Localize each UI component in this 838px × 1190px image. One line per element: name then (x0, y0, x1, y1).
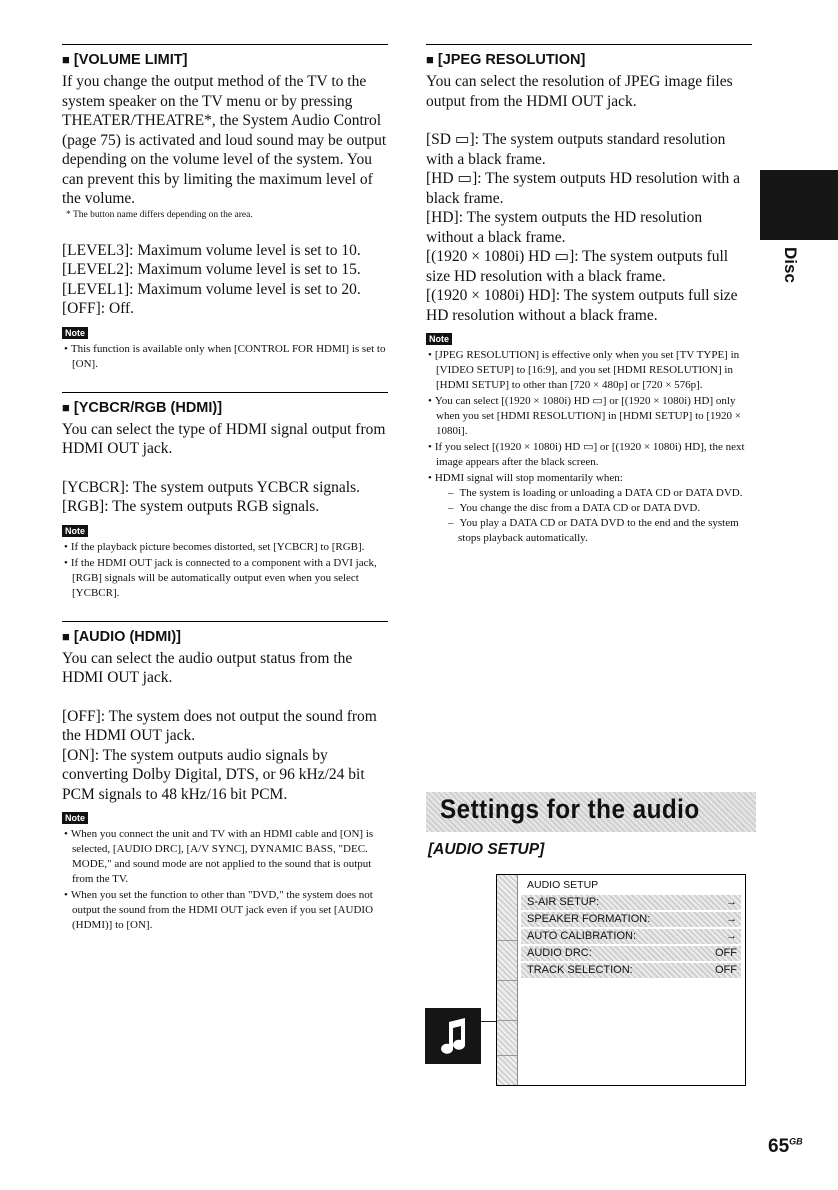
note-item: • If the HDMI OUT jack is connected to a component with a DVI jack, [RGB] signals will be automatically output even when you select [YCBCR]. (62, 556, 388, 601)
right-column (426, 44, 752, 547)
subnote-item: – You change the disc from a DATA CD or DATA DVD. (436, 501, 752, 516)
volume-option: [LEVEL3]: Maximum volume level is set to 10. (62, 241, 361, 259)
note-badge: Note (62, 812, 88, 824)
music-note-icon (425, 1008, 481, 1064)
heading-volume-limit: ■ [VOLUME LIMIT] (62, 52, 188, 68)
volume-footnote: * The button name differs depending on the area. (66, 209, 253, 220)
volume-description: If you change the output method of the TV to the system speaker on the TV menu or by pressing THEATER/THEATRE*, the System Audio Control (page 75) is activated and loud sound may be output depending on the volume level of the system. You can prevent this by limiting the maximum level of the volume. (62, 73, 387, 207)
section-rule (62, 44, 388, 45)
ycbcr-option: [RGB]: The system outputs RGB signals. (62, 498, 320, 515)
note-item: • When you connect the unit and TV with an HDMI cable and [ON] is selected, [AUDIO DRC], [A/V SYNC], DYNAMIC BASS, "DEC. MODE," and sound mode are not applied to the sound that is output from the TV. (62, 827, 388, 887)
jpeg-notes (426, 348, 752, 546)
audio-setup-caption: [AUDIO SETUP] (428, 841, 545, 858)
ycbcr-notes (62, 540, 388, 601)
ycbcr-description: You can select the type of HDMI signal output from HDMI OUT jack. (62, 420, 386, 457)
audio-hdmi-option: [ON]: The system outputs audio signals by converting Dolby Digital, DTS, or 96 kHz/24 bit PCM signals to 48 kHz/16 bit PCM. (62, 746, 365, 803)
heading-ycbcr: ■ [YCBCR/RGB (HDMI)] (62, 399, 223, 416)
ycbcr-option: [YCBCR]: The system outputs YCBCR signals. (62, 478, 360, 496)
menu-row-auto-calibration[interactable]: AUTO CALIBRATION: → (521, 929, 741, 944)
section-rule (62, 621, 388, 622)
jpeg-option: [HD]: The system outputs the HD resolution without a black frame. (426, 209, 703, 246)
side-tab-marker (760, 170, 838, 240)
note-item: • If the playback picture becomes distorted, set [YCBCR] to [RGB]. (62, 540, 388, 555)
note-badge: Note (62, 327, 88, 339)
note-badge: Note (426, 333, 452, 345)
jpeg-option: [HD ▭]: The system outputs HD resolution with a black frame. (426, 170, 740, 207)
heading-audio-hdmi: ■ [AUDIO (HDMI)] (62, 628, 181, 645)
menu-row-speaker-formation[interactable]: SPEAKER FORMATION: → (521, 912, 741, 927)
heading-jpeg-resolution: ■ [JPEG RESOLUTION] (426, 52, 586, 68)
menu-title: AUDIO SETUP (527, 879, 599, 891)
volume-notes (62, 342, 388, 372)
hdmi-stop-subnotes (436, 486, 752, 546)
audio-hdmi-description: You can select the audio output status from the HDMI OUT jack. (62, 649, 353, 686)
side-tab-label: Disc (781, 247, 800, 283)
audio-setup-menu (496, 874, 746, 1086)
note-item: • This function is available only when [CONTROL FOR HDMI] is set to [ON]. (62, 342, 388, 372)
note-item: • You can select [(1920 × 1080i) HD ▭] or [(1920 × 1080i) HD] only when you set [HDMI RESOLUTION] in [HDMI SETUP] to [1920 × 1080i]. (426, 394, 752, 439)
jpeg-option: [SD ▭]: The system outputs standard resolution with a black frame. (426, 131, 726, 168)
note-badge: Note (62, 525, 88, 537)
menu-row-track-selection[interactable]: TRACK SELECTION: OFF (521, 963, 741, 978)
volume-option: [LEVEL2]: Maximum volume level is set to 15. (62, 261, 361, 278)
menu-side-strip (497, 875, 518, 1085)
audio-hdmi-notes (62, 827, 388, 933)
note-item: • [JPEG RESOLUTION] is effective only when you set [TV TYPE] in [VIDEO SETUP] to [16:9], and you set [HDMI RESOLUTION] in [HDMI SETUP] to other than [720 × 480p] or [720 × 576p]. (426, 348, 752, 393)
audio-hdmi-option: [OFF]: The system does not output the sound from the HDMI OUT jack. (62, 707, 377, 744)
jpeg-description: You can select the resolution of JPEG image files output from the HDMI OUT jack. (426, 73, 733, 110)
menu-row-audio-drc[interactable]: AUDIO DRC: OFF (521, 946, 741, 961)
note-item: • HDMI signal will stop momentarily when: – The system is loading or unloading a DATA CD or DATA DVD. – You change the disc from a DATA CD or DATA DVD. – You play a DATA CD or DATA DVD to the end and the system stops playback automatically. (426, 471, 752, 546)
volume-option: [OFF]: Off. (62, 300, 135, 317)
section-rule (62, 392, 388, 393)
volume-option: [LEVEL1]: Maximum volume level is set to 20. (62, 280, 361, 298)
banner-title: Settings for the audio (440, 794, 700, 824)
settings-banner (426, 792, 756, 832)
page-number: $65^{GB}$ (768, 1136, 803, 1157)
subnote-item: – The system is loading or unloading a DATA CD or DATA DVD. (436, 486, 752, 501)
subnote-item: – You play a DATA CD or DATA DVD to the end and the system stops playback automatically. (436, 516, 752, 546)
section-rule (426, 44, 752, 45)
jpeg-option: [(1920 × 1080i) HD]: The system outputs full size HD resolution without a black frame. (426, 287, 738, 324)
jpeg-option: [(1920 × 1080i) HD ▭]: The system outputs full size HD resolution with a black frame. (426, 248, 729, 285)
left-column (62, 44, 388, 934)
note-item: • When you set the function to other than "DVD," the system does not output the sound from the HDMI OUT jack even if you set [AUDIO (HDMI)] to [ON]. (62, 888, 388, 933)
note-item: • If you select [(1920 × 1080i) HD ▭] or [(1920 × 1080i) HD], the next image appears after the black screen. (426, 440, 752, 470)
menu-row-s-air-setup[interactable]: S-AIR SETUP: → (521, 895, 741, 910)
